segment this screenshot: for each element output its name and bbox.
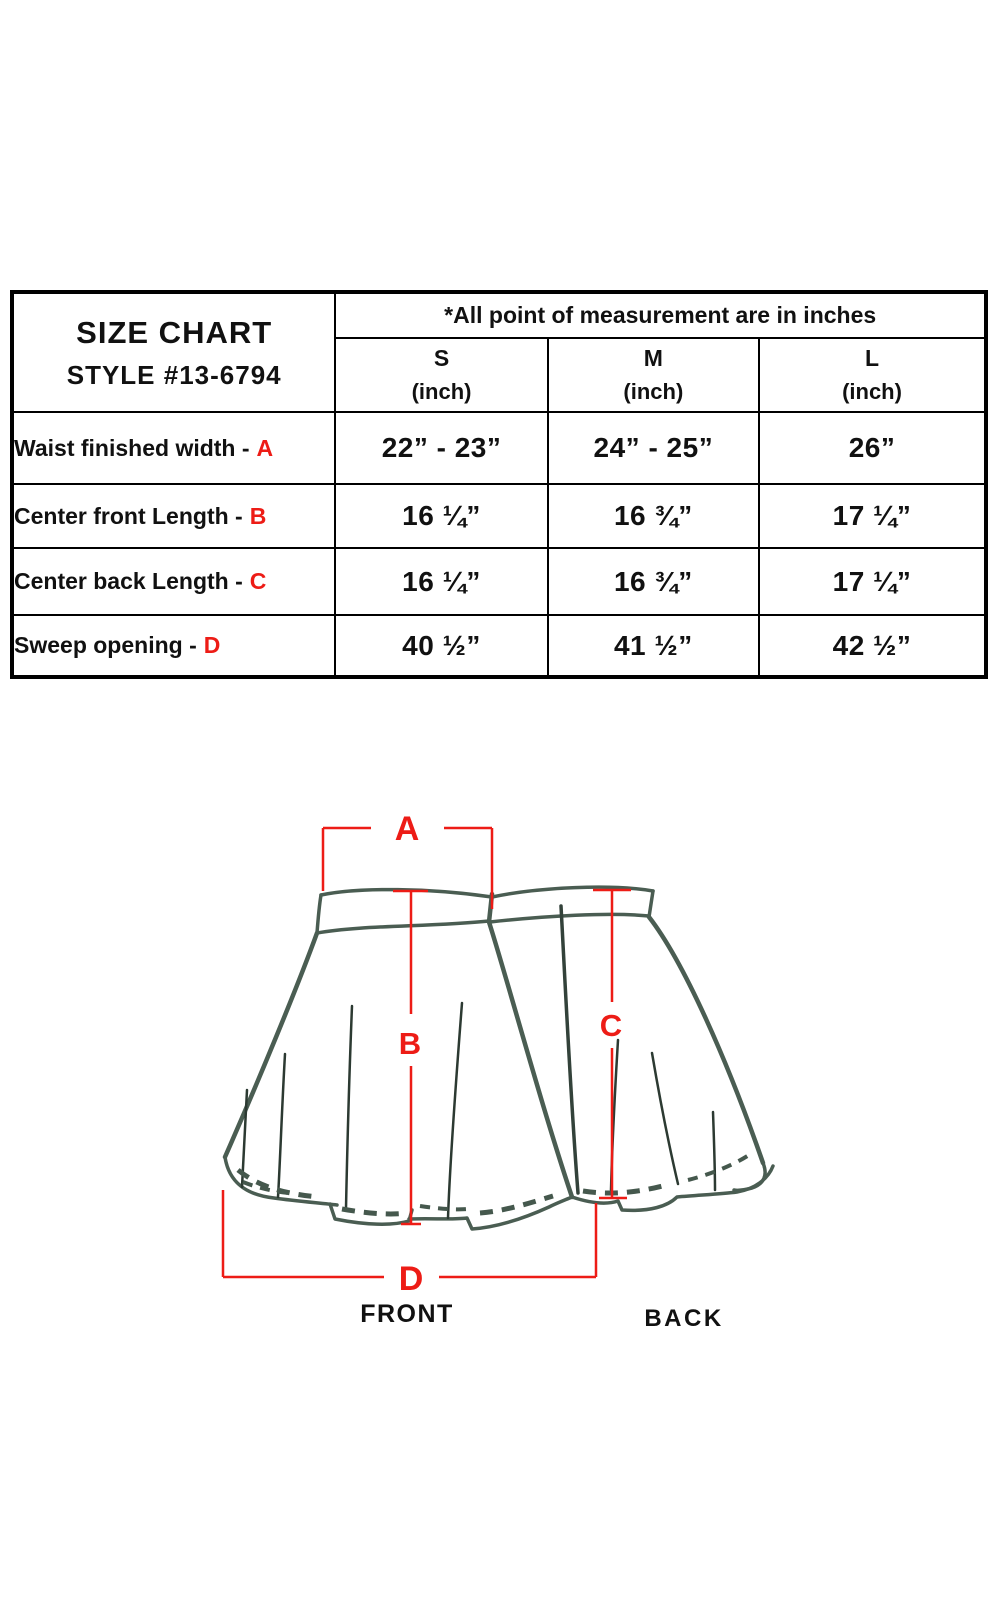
row-label-sweep: Sweep opening - D [12, 615, 335, 677]
value-sweep-m: 41 ½” [548, 615, 759, 677]
value-back-length-l: 17 ¼” [759, 548, 986, 615]
skirt-sketch [225, 887, 773, 1229]
measure-line-c [593, 890, 631, 1198]
value-front-length-l: 17 ¼” [759, 484, 986, 548]
fold-line [652, 1053, 678, 1184]
value-waist-s: 22” - 23” [335, 412, 547, 484]
back-waistband-bottom [490, 914, 649, 922]
measure-letter-d: D [203, 632, 221, 658]
front-waistband-left-end [317, 895, 321, 933]
measure-letter-c: C [249, 568, 267, 594]
fold-line [278, 1054, 285, 1197]
value-front-length-s: 16 ¼” [335, 484, 547, 548]
front-left-side [225, 933, 317, 1157]
value-sweep-s: 40 ½” [335, 615, 547, 677]
value-sweep-l: 42 ½” [759, 615, 986, 677]
value-front-length-m: 16 ¾” [548, 484, 759, 548]
column-header-l: L (inch) [759, 338, 986, 412]
back-waistband-right-end [649, 891, 653, 917]
back-center-seam [561, 906, 578, 1193]
table-title: SIZE CHART [76, 314, 273, 350]
column-header-s: S (inch) [335, 338, 547, 412]
label-b: B [398, 1026, 422, 1061]
fold-line [346, 1006, 352, 1208]
label-c: C [599, 1008, 623, 1043]
row-label-waist: Waist finished width - A [12, 412, 335, 484]
column-header-m: M (inch) [548, 338, 759, 412]
fold-line [448, 1003, 462, 1218]
label-d: D [398, 1260, 424, 1298]
measurement-note: *All point of measurement are in inches [335, 292, 986, 338]
measure-letter-b: B [249, 502, 267, 529]
measure-letter-a: A [256, 434, 274, 461]
hem-stitching [583, 1184, 670, 1193]
value-back-length-m: 16 ¾” [548, 548, 759, 615]
front-right-edge [489, 922, 572, 1197]
back-hem-right-tip [734, 1163, 765, 1190]
back-caption: BACK [644, 1305, 724, 1332]
row-label-front-length: Center front Length - B [12, 484, 335, 548]
label-a: A [394, 810, 420, 848]
hem-stitching [420, 1206, 468, 1209]
hem-stitching [342, 1209, 407, 1214]
value-waist-m: 24” - 25” [548, 412, 759, 484]
hem-stitching [688, 1153, 752, 1180]
style-number: STYLE #13-6794 [66, 359, 282, 390]
fold-line [713, 1112, 715, 1190]
front-caption: FRONT [360, 1300, 454, 1328]
back-waistband-top [492, 887, 653, 897]
front-waistband-bottom [317, 921, 489, 933]
value-waist-l: 26” [759, 412, 986, 484]
row-label-back-length: Center back Length - C [12, 548, 335, 615]
value-back-length-s: 16 ¼” [335, 548, 547, 615]
